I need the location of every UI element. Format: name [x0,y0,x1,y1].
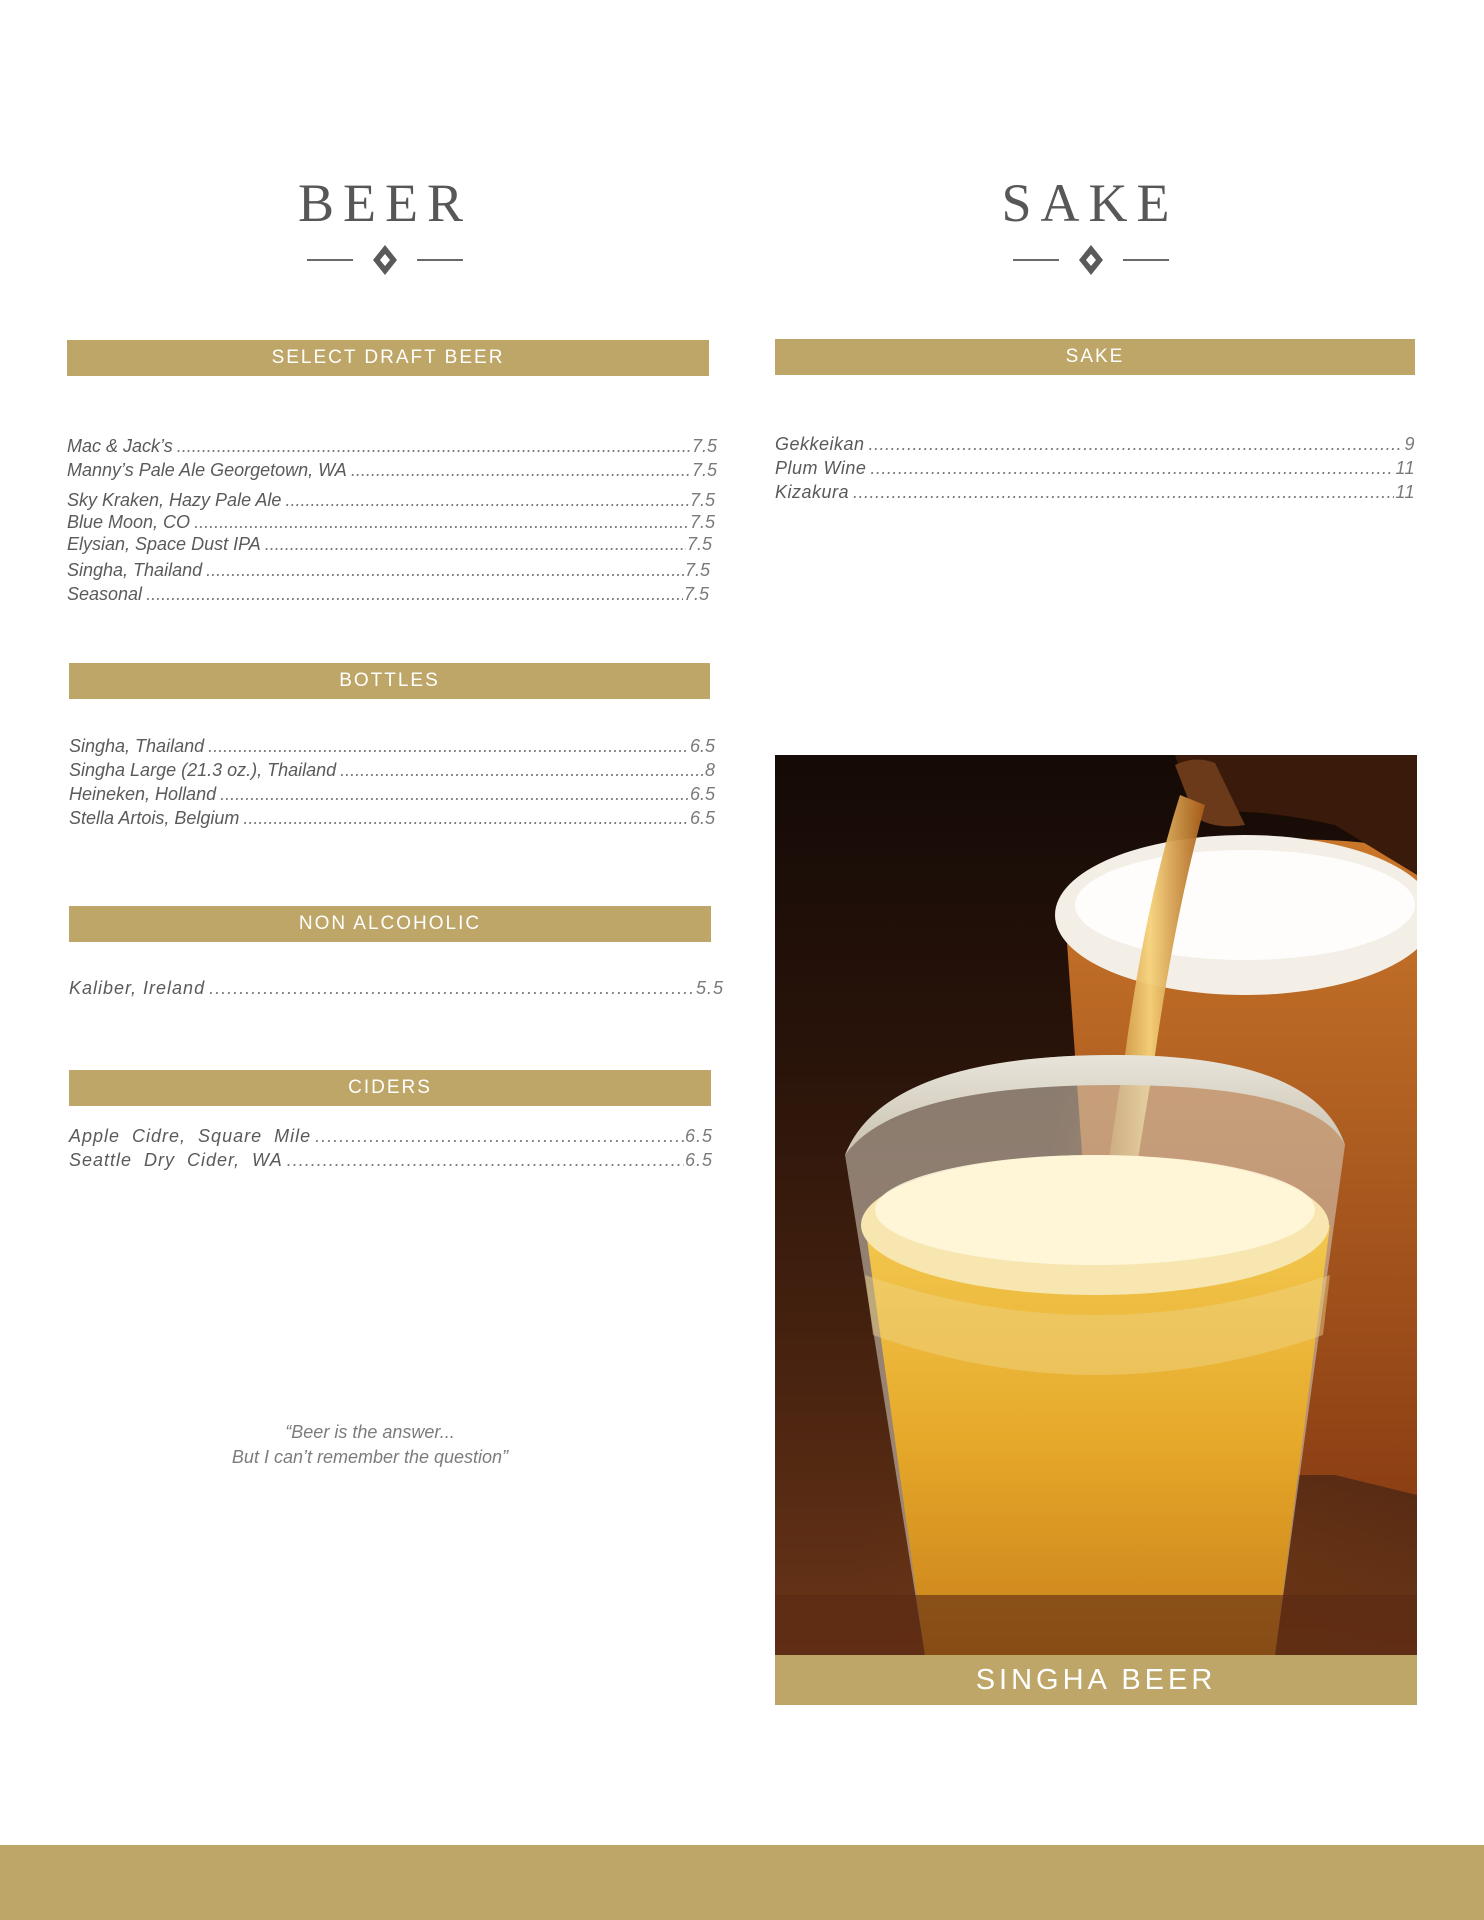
dot-leader [285,490,689,511]
dot-leader [194,512,689,533]
menu-item [67,460,717,490]
dot-leader [243,808,689,829]
ciders-heading: CIDERS [69,1070,711,1106]
non-alcoholic-list [69,978,724,1002]
beer-title: BEER [297,173,472,233]
item-name: Blue Moon, CO [67,512,191,532]
draft-beer-heading: SELECT DRAFT BEER [67,340,709,376]
item-name: Stella Artois, Belgium [69,808,240,828]
item-name: Seattle Dry Cider, WA [69,1150,283,1170]
item-price: 9 [1404,434,1415,454]
menu-item [69,760,715,784]
item-name: Singha, Thailand [69,736,205,756]
menu-item [69,978,724,1002]
quote-line: But I can’t remember the question” [231,1447,509,1467]
diamond-ornament-icon [305,243,465,277]
beer-pour-photo [775,755,1417,1655]
dot-leader [177,436,691,457]
item-price: 6.5 [684,1150,713,1170]
beer-quote [170,1420,570,1470]
dot-leader [146,584,683,605]
item-price: 7.5 [691,436,717,456]
item-price: 11 [1395,482,1415,502]
item-name: Singha, Thailand [67,560,203,580]
menu-item [67,584,709,608]
item-name: Kizakura [775,482,850,502]
menu-item [775,482,1415,506]
menu-item [69,736,715,760]
menu-item [69,808,715,832]
sake-title: SAKE [1001,173,1179,233]
dot-leader [265,534,686,555]
dot-leader [351,460,691,481]
item-price: 6.5 [689,736,715,756]
menu-item [67,490,715,512]
menu-item [775,458,1415,482]
item-price: 7.5 [691,460,717,480]
menu-item [69,1126,713,1150]
item-price: 7.5 [686,534,712,554]
dot-leader [287,1150,684,1171]
beer-pour-illustration [775,755,1417,1655]
bottles-list [69,736,715,832]
dot-leader [853,482,1394,503]
item-name: Singha Large (21.3 oz.), Thailand [69,760,337,780]
item-price: 8 [704,760,715,780]
item-price: 5.5 [695,978,724,998]
diamond-ornament-icon [1011,243,1171,277]
bottles-heading: BOTTLES [69,663,710,699]
menu-item [67,512,715,534]
dot-leader [340,760,704,781]
item-name: Apple Cidre, Square Mile [69,1126,312,1146]
sake-list [775,434,1415,506]
item-name: Plum Wine [775,458,867,478]
item-price: 7.5 [689,512,715,532]
menu-item [69,1150,713,1174]
menu-item [67,560,710,584]
item-name: Manny’s Pale Ale Georgetown, WA [67,460,347,480]
dot-leader [208,736,689,757]
item-price: 7.5 [683,584,709,604]
menu-item [775,434,1415,458]
item-name: Sky Kraken, Hazy Pale Ale [67,490,282,510]
item-price: 7.5 [689,490,715,510]
footer-band [0,1845,1484,1920]
menu-item [69,784,715,808]
item-name: Seasonal [67,584,143,604]
menu-item [67,436,717,460]
item-name: Kaliber, Ireland [69,978,206,998]
dot-leader [206,560,684,581]
item-name: Gekkeikan [775,434,865,454]
item-price: 11 [1395,458,1415,478]
item-name: Elysian, Space Dust IPA [67,534,261,554]
menu-item [67,534,712,560]
item-name: Heineken, Holland [69,784,217,804]
item-name: Mac & Jack’s [67,436,173,456]
dot-leader [220,784,689,805]
dot-leader [209,978,695,999]
quote-line: “Beer is the answer... [285,1422,455,1442]
item-price: 7.5 [684,560,710,580]
item-price: 6.5 [684,1126,713,1146]
dot-leader [869,434,1404,455]
dot-leader [870,458,1394,479]
non-alcoholic-heading: NON ALCOHOLIC [69,906,711,942]
item-price: 6.5 [689,784,715,804]
ciders-list [69,1126,713,1174]
sake-heading: SAKE [775,339,1415,375]
draft-beer-list [67,436,717,608]
feature-caption: SINGHA BEER [775,1655,1417,1705]
item-price: 6.5 [689,808,715,828]
dot-leader [315,1126,684,1147]
